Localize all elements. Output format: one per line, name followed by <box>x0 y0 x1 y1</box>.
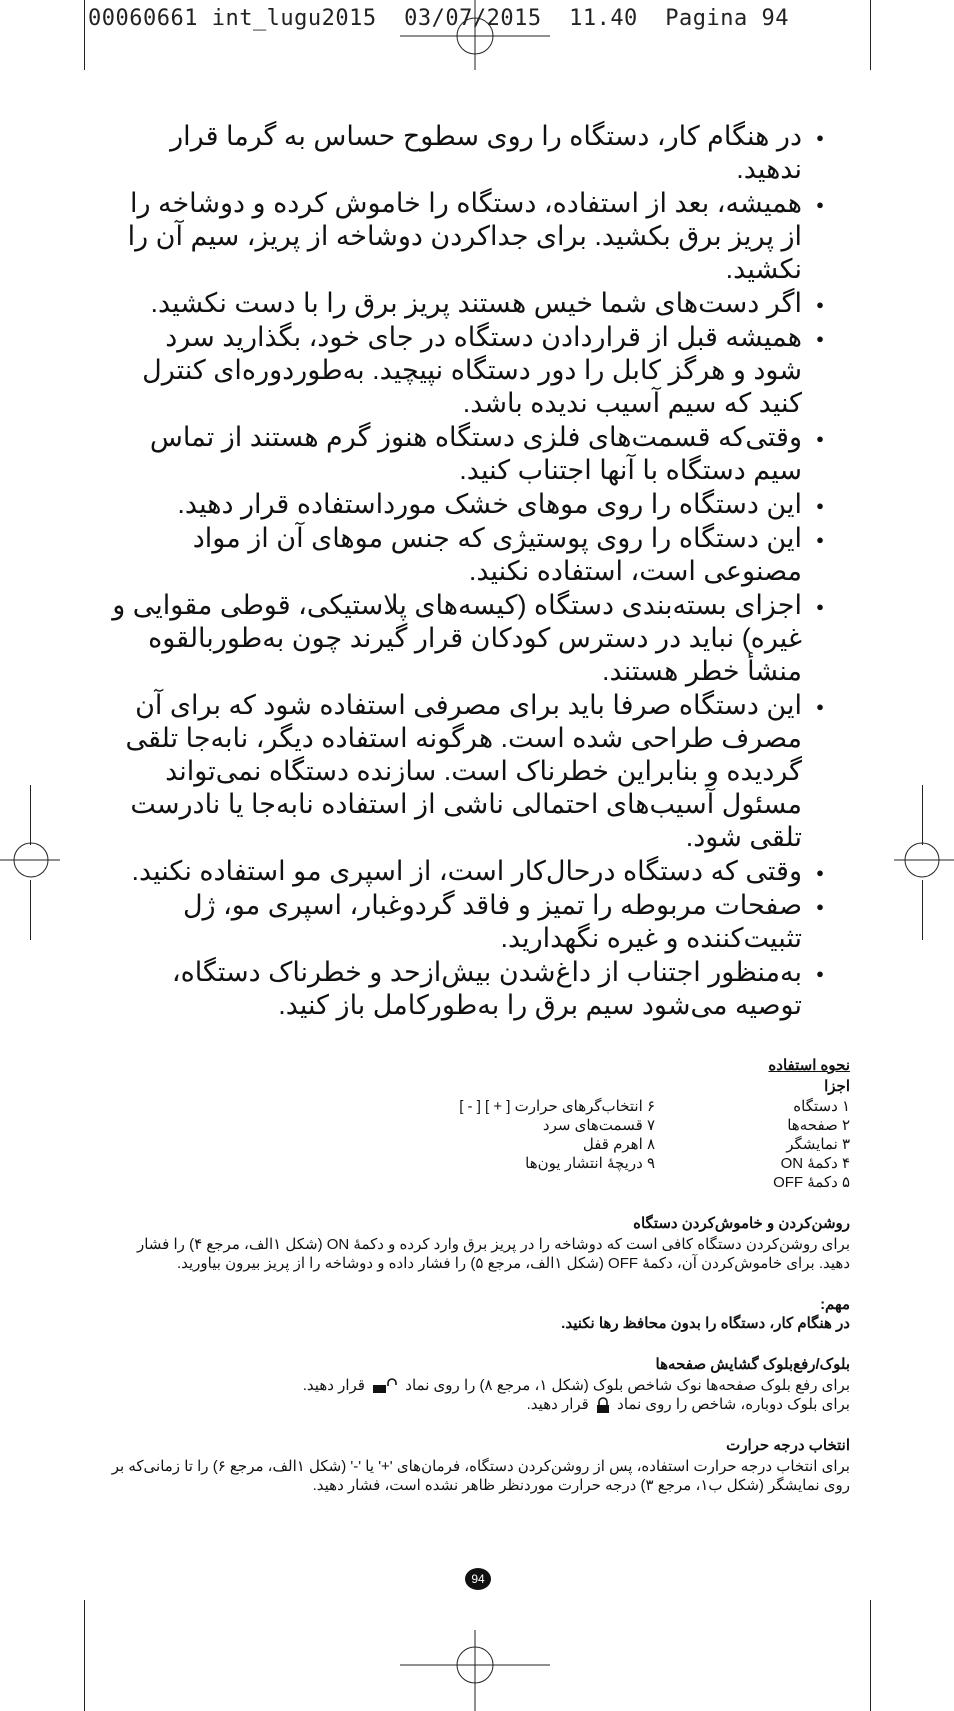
page-number-badge: 94 <box>465 1568 491 1590</box>
safety-bullet: ● صفحات مربوطه را تمیز و فاقد گردوغبار، اسپری مو، ژل تثبیت‌کننده و غیره نگهدارید. <box>110 889 850 955</box>
registration-mark-right-icon <box>884 830 954 890</box>
safety-bullet: ● در هنگام کار، دستگاه را روی سطوح حساس به گرما قرار ندهید. <box>110 120 850 186</box>
lock-line-lock-text-a: برای بلوک دوباره، شاخص را روی نماد <box>617 1396 850 1413</box>
temperature-section <box>110 1436 850 1495</box>
safety-bullet: ● همیشه، بعد از استفاده، دستگاه را خاموش کرده و دوشاخه را از پریز برق بکشید. برای جداکردن دوشاخه از پریز، سیم آن را نکشید. <box>110 187 850 286</box>
safety-bullet: ● این دستگاه صرفا باید برای مصرفی استفاده شود که برای آن مصرف طراحی شده است. هرگونه استفاده دیگر، نابه‌جا تلقی گردیده و بنابراین خطرناک است. سازنده دستگاه نمی‌تواند مسئول آسیب‌های احتمالی ناشی از استفاده نابه‌جا یا نادرست تلقی شود. <box>110 689 850 854</box>
lock-line-unlock-text-a: برای رفع بلوک صفحه‌ها نوک شاخص بلوک (شکل ۱، مرجع ۸) را روی نماد <box>405 1377 850 1394</box>
onoff-section <box>110 1214 850 1273</box>
important-section <box>110 1295 850 1333</box>
parts-column-2 <box>255 1097 655 1192</box>
part-item: ۲ صفحه‌ها <box>787 1117 850 1134</box>
lock-line-unlock-text-b: قرار دهید. <box>302 1377 365 1394</box>
registration-mark-bottom-icon <box>400 1630 550 1711</box>
lock-line-unlock <box>110 1376 850 1395</box>
parts-list <box>110 1097 850 1192</box>
unlock-symbol-icon <box>372 1378 398 1394</box>
crop-mark-top-right <box>870 0 871 70</box>
safety-bullet-list <box>110 120 850 1022</box>
lock-section <box>110 1355 850 1414</box>
onoff-text: برای روشن‌کردن دستگاه کافی است که دوشاخه را در پریز برق وارد کرده و دکمهٔ ON (شکل ۱الف، مرجع ۴) را فشار دهید. برای خاموش‌کردن آن، دکمهٔ OFF (شکل ۱الف، مرجع ۵) را فشار داده و دوشاخه را از پریز بیرون بیاورید. <box>136 1236 850 1272</box>
part-item: ۱ دستگاه <box>793 1098 850 1115</box>
part-item: ۶ انتخاب‌گرهای حرارت [ + ] [ - ] <box>459 1098 655 1115</box>
lock-title: بلوک/رفع‌بلوک گشایش صفحه‌ها <box>655 1356 850 1373</box>
important-title: مهم: <box>820 1296 850 1313</box>
parts-column-1 <box>655 1097 850 1192</box>
usage-section <box>110 1056 850 1192</box>
safety-bullet: ● این دستگاه را روی موهای خشک مورداستفاده قرار دهید. <box>110 488 850 521</box>
lock-line-lock <box>110 1395 850 1414</box>
registration-mark-top-icon <box>400 0 550 70</box>
part-item: ۷ قسمت‌های سرد <box>542 1117 655 1134</box>
parts-title: اجزا <box>824 1078 850 1095</box>
part-item: ۳ نمایشگر <box>786 1136 850 1153</box>
crop-mark-top-left <box>84 0 85 70</box>
safety-bullet: ● این دستگاه را روی پوستیژی که جنس موهای آن از مواد مصنوعی است، استفاده نکنید. <box>110 522 850 588</box>
crop-mark-bottom-right <box>870 1600 871 1711</box>
safety-bullet: ● همیشه قبل از قراردادن دستگاه در جای خود، بگذارید سرد شود و هرگز کابل را دور دستگاه نپیچید. به‌طوردوره‌ای کنترل کنید که سیم آسیب ندیده باشد. <box>110 321 850 420</box>
manual-page <box>110 120 850 1495</box>
important-text: در هنگام کار، دستگاه را بدون محافظ رها نکنید. <box>561 1315 850 1332</box>
temperature-title: انتخاب درجه حرارت <box>726 1437 850 1454</box>
part-item: ۹ دریچهٔ انتشار یون‌ها <box>525 1155 655 1172</box>
crop-mark-bottom-left <box>84 1600 85 1711</box>
lock-symbol-icon <box>596 1397 610 1414</box>
usage-title: نحوه استفاده <box>768 1057 850 1074</box>
safety-bullet: ● وقتی‌که قسمت‌های فلزی دستگاه هنوز گرم هستند از تماس سیم دستگاه با آنها اجتناب کنید. <box>110 421 850 487</box>
safety-bullet: ● وقتی که دستگاه درحال‌کار است، از اسپری مو استفاده نکنید. <box>110 855 850 888</box>
lock-line-lock-text-b: قرار دهید. <box>526 1396 589 1413</box>
part-item: ۵ دکمهٔ OFF <box>773 1174 850 1191</box>
part-item: ۴ دکمهٔ ON <box>780 1155 850 1172</box>
safety-bullet: ● اگر دست‌های شما خیس هستند پریز برق را با دست نکشید. <box>110 287 850 320</box>
safety-bullet: ● به‌منظور اجتناب از داغ‌شدن بیش‌ازحد و خطرناک دستگاه، توصیه می‌شود سیم برق را به‌طورکامل باز کنید. <box>110 956 850 1022</box>
print-header: 00060661 int_lugu2015 03/07/2015 11.40 Pagina 94 <box>88 6 790 31</box>
onoff-title: روشن‌کردن و خاموش‌کردن دستگاه <box>633 1215 850 1232</box>
temperature-text: برای انتخاب درجه حرارت استفاده، پس از روشن‌کردن دستگاه، فرمان‌های '+' یا '-' (شکل ۱الف، مرجع ۶) را تا زمانی‌که بر روی نمایشگر (شکل ب۱، مرجع ۳) درجه حرارت موردنظر ظاهر نشده است، فشار دهید. <box>111 1458 850 1494</box>
safety-bullet: ● اجزای بسته‌بندی دستگاه (کیسه‌های پلاستیکی، قوطی مقوایی و غیره) نباید در دسترس کودکان قرار گیرند چون به‌طوربالقوه منشأ خطر هستند. <box>110 589 850 688</box>
registration-mark-left-icon <box>0 830 70 890</box>
part-item: ۸ اهرم قفل <box>582 1136 655 1153</box>
